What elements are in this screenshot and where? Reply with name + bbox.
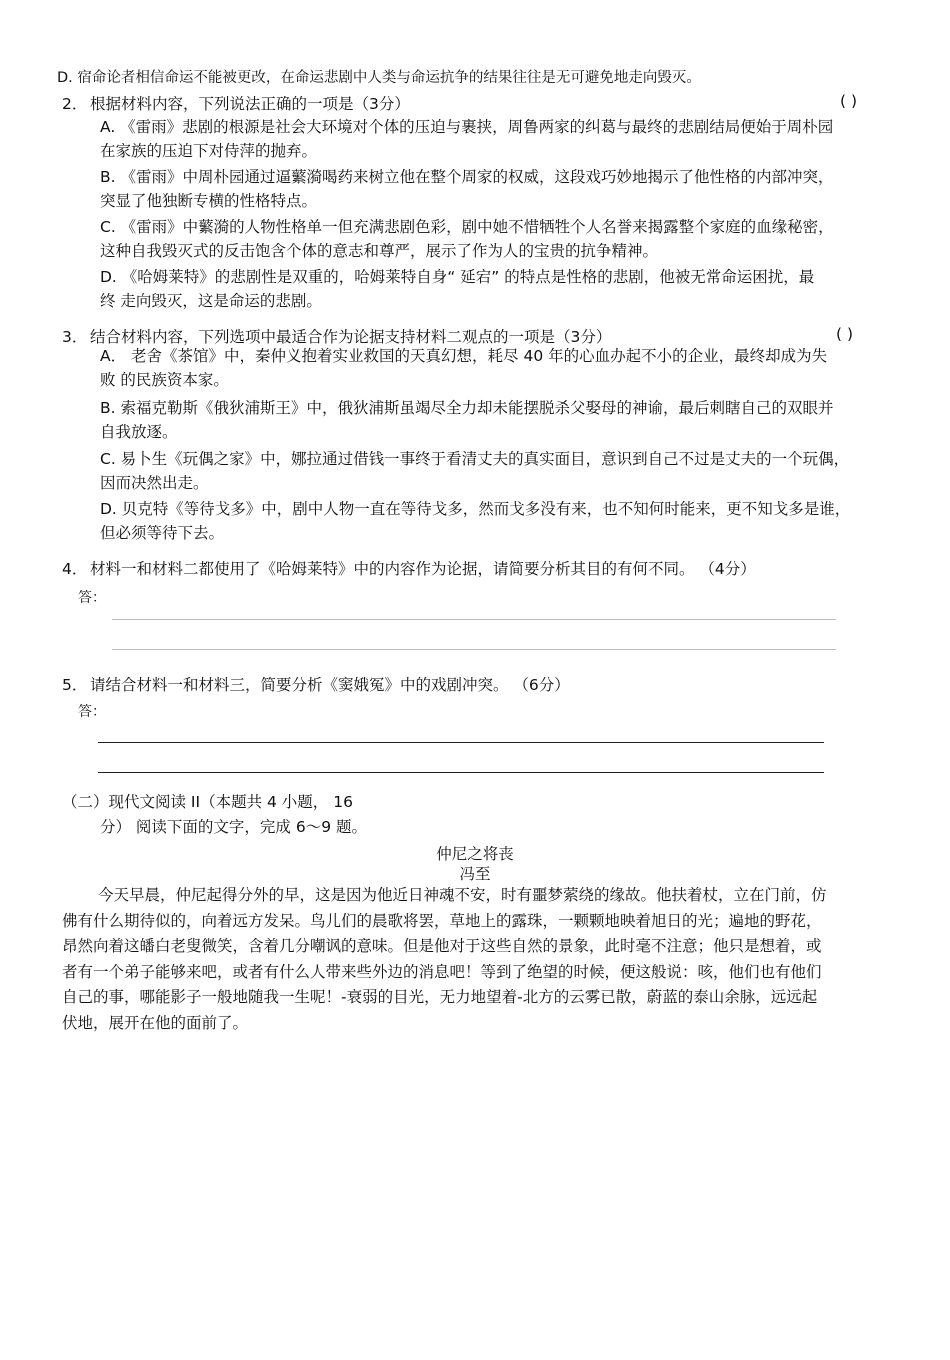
q2-option-a-line2: 在家族的压迫下对侍萍的抛弃。 <box>100 142 318 160</box>
q2-answer-bracket[interactable]: ( ) <box>840 92 858 110</box>
article-line: 今天早晨，仲尼起得分外的早，这是因为他近日神魂不安，时有噩梦萦绕的缘故。他扶着杖，立在门前，仿 <box>98 886 827 904</box>
q3-option-c-line2: 因而决然出走。 <box>100 474 209 492</box>
q2-option-b[interactable] <box>100 165 834 213</box>
q3-option-b-line2: 自我放逐。 <box>100 423 178 441</box>
q3-option-b-line1: B. 索福克勒斯《俄狄浦斯王》中，俄狄浦斯虽竭尽全力却未能摆脱杀父娶母的神谕，最后刺瞎自己的双眼并 <box>100 399 834 417</box>
q2-option-c-line1: C. 《雷雨》中蘩漪的人物性格单一但充满悲剧色彩，剧中她不惜牺牲个人名誉来揭露整个家庭的血缘秘密， <box>100 218 834 236</box>
q2-option-b-line1: B. 《雷雨》中周朴园通过逼蘩漪喝药来树立他在整个周家的权威，这段戏巧妙地揭示了他性格的内部冲突， <box>100 168 834 186</box>
q5-answer-label: 答： <box>78 704 106 720</box>
q2-option-a[interactable] <box>100 115 833 163</box>
section2-heading-line1: （二）现代文阅读 II（本题共 4 小题， 16 <box>62 793 353 811</box>
q2-option-d[interactable] <box>100 265 814 313</box>
q2-stem: 根据材料内容，下列说法正确的一项是（3分） <box>90 95 410 113</box>
article-body <box>62 883 897 1036</box>
q2-option-c-line2: 这种自我毁灭式的反击饱含个体的意志和尊严，展示了作为人的宝贵的抗争精神。 <box>100 242 659 260</box>
q2-number: 2． <box>62 95 88 113</box>
article-title: 仲尼之将丧 <box>436 845 514 863</box>
q3-option-a-line1: A． 老舍《茶馆》中，秦仲义抱着实业救国的天真幻想，耗尽 40 年的心血办起不小的企业，最终却成为失 <box>100 347 828 365</box>
article-line: 伏地，展开在他的面前了。 <box>62 1013 249 1032</box>
q3-option-a[interactable] <box>100 344 827 392</box>
q2-option-d-line1: D. 《哈姆莱特》的悲剧性是双重的，哈姆莱特自身“ 延宕” 的特点是性格的悲剧，他被无常命运困扰，最 <box>100 268 815 286</box>
q5-answer-line-1[interactable] <box>98 742 824 743</box>
article-author: 冯至 <box>459 865 491 883</box>
q3-option-d[interactable] <box>100 497 850 545</box>
q4-answer-label: 答： <box>78 590 106 606</box>
q2-option-d-line2: 终 走向毁灭，这是命运的悲剧。 <box>100 292 322 310</box>
q5-answer-line-2[interactable] <box>98 772 824 773</box>
article-line: 佛有什么期待似的，向着远方发呆。鸟儿们的晨歌将罢，草地上的露珠，一颗颗地映着旭日的光；遍地的野花， <box>62 911 822 930</box>
q3-option-a-line2: 败 的民族资本家。 <box>100 371 229 389</box>
q4-answer-line-1[interactable] <box>112 619 836 620</box>
q4-stem: 材料一和材料二都使用了《哈姆莱特》中的内容作为论据，请简要分析其目的有何不同。 （4分） <box>90 560 756 578</box>
section2-heading-line2: 分） 阅读下面的文字，完成 6～9 题。 <box>100 818 368 836</box>
q5-stem: 请结合材料一和材料三，简要分析《窦娥冤》中的戏剧冲突。 （6分） <box>90 676 570 694</box>
article-line: 自己的事，哪能影子一般地随我一生呢！-衰弱的目光，无力地望着-北方的云雾已散，蔚蓝的泰山余脉，远远起 <box>62 988 818 1006</box>
q3-stem: 结合材料内容，下列选项中最适合作为论据支持材料二观点的一项是（3分） <box>90 328 612 346</box>
article-line: 者有一个弟子能够来吧，或者有什么人带来些外边的消息吧！等到了绝望的时候，便这般说：咳，他们也有他们 <box>62 962 822 981</box>
q1-option-d: D. 宿命论者相信命运不能被更改，在命运悲剧中人类与命运抗争的结果往往是无可避免地走向毁灭。 <box>57 70 701 86</box>
q3-option-d-line1: D. 贝克特《等待戈多》中，剧中人物一直在等待戈多，然而戈多没有来，也不知何时能来，更不知戈多是谁， <box>100 500 851 518</box>
q3-option-d-line2: 但必须等待下去。 <box>100 524 225 542</box>
q3-option-b[interactable] <box>100 396 834 444</box>
article-line: 昂然向着这皤白老叟微笑，含着几分嘲讽的意味。但是他对于这些自然的景象，此时毫不注意；他只是想着，或 <box>62 937 822 955</box>
q4-number: 4． <box>62 560 88 578</box>
q3-option-c[interactable] <box>100 447 849 495</box>
q3-option-c-line1: C. 易卜生《玩偶之家》中，娜拉通过借钱一事终于看清丈夫的真实面目，意识到自己不过是丈夫的一个玩偶， <box>100 450 850 468</box>
q4-answer-line-2[interactable] <box>112 649 836 650</box>
q2-option-a-line1: A. 《雷雨》悲剧的根源是社会大环境对个体的压迫与裹挟，周鲁两家的纠葛与最终的悲剧结局便始于周朴园 <box>100 118 834 136</box>
q3-number: 3． <box>62 328 88 346</box>
q3-answer-bracket[interactable]: ( ) <box>836 325 854 343</box>
q5-number: 5． <box>62 676 88 694</box>
q2-option-c[interactable] <box>100 215 834 263</box>
q2-option-b-line2: 突显了他独断专横的性格特点。 <box>100 192 318 210</box>
